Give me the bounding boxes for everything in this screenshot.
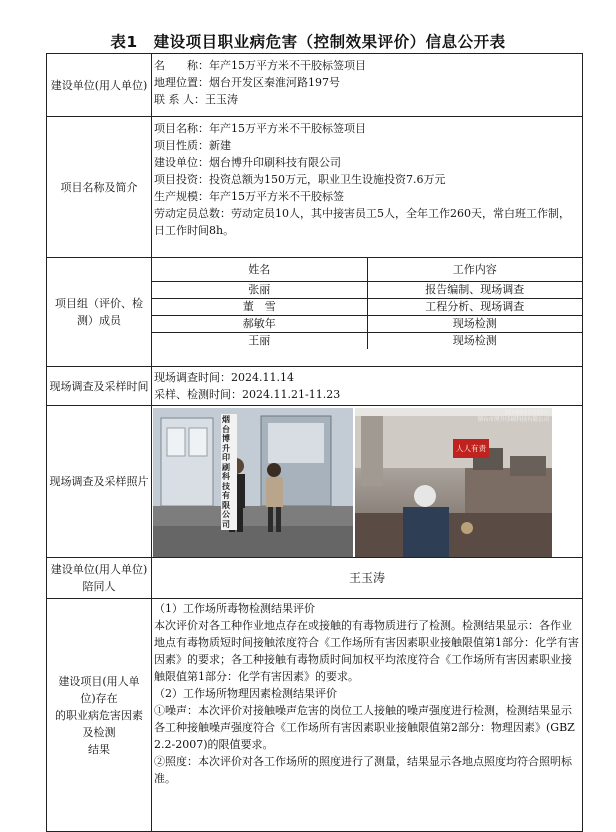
photo-timestamp-company: 烟台市博升印刷科技有限公司 <box>477 417 549 423</box>
results-label-line: 建设项目(用人单 <box>58 674 140 688</box>
photos-row <box>47 406 583 558</box>
team-header-work: 工作内容 <box>367 258 582 282</box>
photos-content <box>152 406 583 558</box>
member-name: 董 雪 <box>152 299 367 316</box>
team-table <box>152 258 582 349</box>
workshop-scene-icon <box>355 408 552 557</box>
project-label: 项目名称及简介 <box>47 117 152 258</box>
sampling-date: 采样、检测时间：2024.11.21-11.23 <box>154 388 341 401</box>
project-staffing: 劳动定员总数：劳动定员10人，其中接害员工5人，全年工作260天，常白班工作制，日工作时间8h。 <box>154 207 570 237</box>
site-photo-entrance <box>153 408 353 557</box>
unit-row <box>47 54 583 117</box>
noise-text: ①噪声：本次评价对接触噪声危害的岗位工人接触的噪声强度进行检测，检测结果显示各工种接触噪声强度符合《工作场所有害因素职业接触限值第2部分：物理因素》(GBZ 2.2-2007)的限值要求。 <box>154 704 575 751</box>
companion-row <box>47 558 583 599</box>
companion-label: 建设单位(用人单位)陪同人 <box>47 558 152 599</box>
illuminance-text: ②照度：本次评价对各工作场所的照度进行了测量，结果显示各地点照度均符合照明标准。 <box>154 755 572 785</box>
team-header-name: 姓名 <box>152 258 367 282</box>
project-investment: 项目投资：投资总额为150万元，职业卫生设施投资7.6万元 <box>154 173 446 186</box>
project-name: 项目名称：年产15万平方米不干胶标签项目 <box>154 122 366 135</box>
safety-banner: 人人有责 <box>453 439 489 458</box>
companion-value: 王玉涛 <box>152 558 583 599</box>
survey-time-row <box>47 367 583 406</box>
results-label <box>47 599 152 832</box>
results-label-line: 的职业病危害因素 <box>55 708 143 722</box>
unit-name: 名 称：年产15万平方米不干胶标签项目 <box>154 59 366 72</box>
physical-section-title: （2）工作场所物理因素检测结果评价 <box>154 687 337 700</box>
project-nature: 项目性质：新建 <box>154 139 231 152</box>
photos-label: 现场调查及采样照片 <box>47 406 152 558</box>
team-member-row <box>152 316 582 333</box>
unit-label: 建设单位(用人单位) <box>47 54 152 117</box>
member-work: 报告编制、现场调查 <box>367 282 582 299</box>
survey-time-label: 现场调查及采样时间 <box>47 367 152 406</box>
unit-content <box>152 54 583 117</box>
survey-time-content <box>152 367 583 406</box>
member-work: 现场检测 <box>367 333 582 350</box>
results-label-line: 及检测 <box>82 725 116 739</box>
survey-date: 现场调查时间：2024.11.14 <box>154 371 294 384</box>
info-table <box>46 53 583 832</box>
team-member-row <box>152 333 582 350</box>
member-name: 郝敏年 <box>152 316 367 333</box>
project-row <box>47 117 583 258</box>
team-content <box>152 258 583 367</box>
site-photo-workshop <box>355 408 552 557</box>
results-row <box>47 599 583 832</box>
unit-contact: 联 系 人：王玉涛 <box>154 93 238 106</box>
team-label: 项目组（评价、检测）成员 <box>47 258 152 367</box>
member-name: 王丽 <box>152 333 367 350</box>
project-scale: 生产规模：年产15万平方米不干胶标签 <box>154 190 344 203</box>
photo-timestamp-date: 2024年11月21日 <box>504 410 549 416</box>
page-title: 表1 建设项目职业病危害（控制效果评价）信息公开表 <box>110 33 506 51</box>
results-label-line: 位)存在 <box>80 691 118 705</box>
project-builder: 建设单位：烟台博升印刷科技有限公司 <box>154 156 341 169</box>
member-work: 工程分析、现场调查 <box>367 299 582 316</box>
project-content <box>152 117 583 258</box>
toxic-section-text: 本次评价对各工种作业地点存在或接触的有毒物质进行了检测。检测结果显示：各作业地点有毒物质短时间接触浓度符合《工作场所有害因素职业接触限值第1部分：化学有害因素》的要求；各工种接触有毒物质时间加权平均浓度符合《工作场所有害因素职业接触限值第1部分：化学有害因素》的要求。 <box>154 619 579 683</box>
photo-timestamp <box>477 410 549 424</box>
unit-address: 地理位置：烟台开发区秦淮河路197号 <box>154 76 340 89</box>
results-content <box>152 599 583 832</box>
member-name: 张丽 <box>152 282 367 299</box>
company-sign: 烟台博升印刷科技有限公司 <box>221 414 237 530</box>
team-member-row <box>152 299 582 316</box>
team-row <box>47 258 583 367</box>
team-header-row <box>152 258 582 282</box>
entrance-scene-icon <box>153 408 353 557</box>
toxic-section-title: （1）工作场所毒物检测结果评价 <box>154 602 315 615</box>
team-member-row <box>152 282 582 299</box>
results-label-line: 结果 <box>88 742 110 756</box>
member-work: 现场检测 <box>367 316 582 333</box>
